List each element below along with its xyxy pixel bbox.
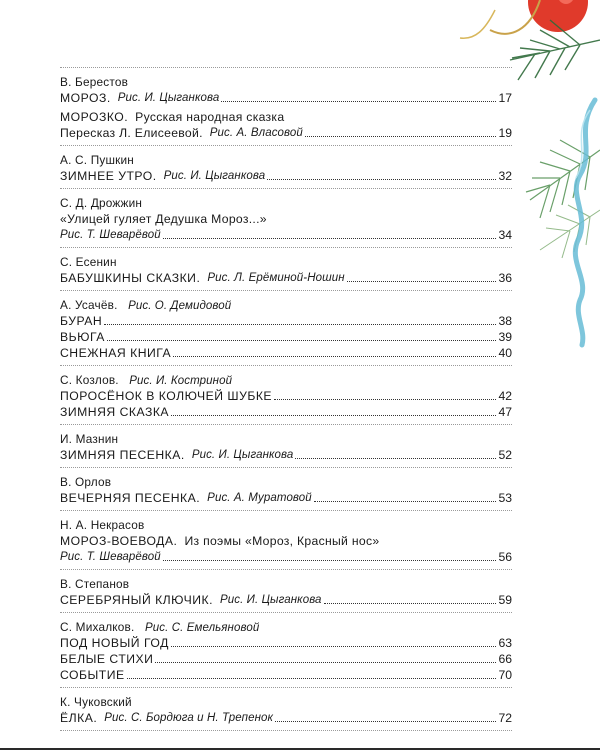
page-number: 36 — [498, 271, 512, 285]
toc-line[interactable] — [60, 404, 512, 420]
entry-title: ВЬЮГА — [60, 330, 105, 344]
entry-title: МОРОЗ. — [60, 91, 111, 105]
page-number: 40 — [498, 346, 512, 360]
toc-entry — [60, 150, 512, 185]
toc-entry — [60, 193, 512, 244]
dot-leader — [173, 356, 496, 357]
author-name: С. Михалков. — [60, 620, 135, 634]
dot-leader — [305, 136, 497, 137]
toc-entry — [60, 370, 512, 421]
page-number: 59 — [498, 593, 512, 607]
toc-line[interactable] — [60, 533, 512, 549]
entry-title: БЕЛЫЕ СТИХИ — [60, 652, 154, 666]
dot-leader — [324, 603, 497, 604]
toc-line[interactable] — [60, 345, 512, 361]
entry-subtitle: Из поэмы «Мороз, Красный нос» — [184, 534, 380, 548]
entry-title: ЗИМНЯЯ ПЕСЕНКА. — [60, 448, 185, 462]
dot-leader — [127, 678, 497, 679]
dot-leader — [314, 501, 497, 502]
toc-entry — [60, 252, 512, 287]
page-number: 52 — [498, 448, 512, 462]
toc-line[interactable] — [60, 651, 512, 667]
entry-author: А. С. Пушкин — [60, 153, 135, 167]
entry-title: СЕРЕБРЯНЫЙ КЛЮЧИК. — [60, 593, 213, 607]
toc-line[interactable] — [60, 592, 512, 608]
dot-leader — [163, 560, 497, 561]
entry-author — [60, 297, 512, 313]
page-number: 34 — [498, 228, 512, 242]
page-number: 66 — [498, 652, 512, 666]
page-number: 19 — [498, 126, 512, 140]
toc-entry — [60, 72, 512, 107]
entry-illustrator: Рис. И. Цыганкова — [191, 449, 294, 461]
entry-title: МОРОЗ-ВОЕВОДА. — [60, 534, 178, 548]
entry-title: «Улицей гуляет Дедушка Мороз...» — [60, 212, 267, 226]
entry-author: В. Степанов — [60, 577, 130, 591]
toc-line[interactable] — [60, 313, 512, 329]
entry-author — [60, 619, 512, 635]
entry-author: К. Чуковский — [60, 695, 132, 709]
toc-entry — [60, 472, 512, 507]
toc-entry — [60, 429, 512, 464]
toc-line[interactable] — [60, 90, 512, 106]
entry-author: Н. А. Некрасов — [60, 518, 145, 532]
entry-title: БАБУШКИНЫ СКАЗКИ. — [60, 271, 201, 285]
entry-author — [60, 372, 512, 388]
page-number: 72 — [498, 711, 512, 725]
author-name: С. Козлов. — [60, 373, 119, 387]
toc-entry — [60, 692, 512, 727]
page-number: 63 — [498, 636, 512, 650]
entry-subtitle: Русская народная сказка — [135, 110, 285, 124]
dot-leader — [221, 101, 496, 102]
page-number: 42 — [498, 389, 512, 403]
entry-divider — [60, 424, 512, 425]
toc-line[interactable] — [60, 168, 512, 184]
dot-leader — [275, 721, 496, 722]
entry-illustrator: Рис. А. Муратовой — [207, 492, 312, 504]
dot-leader — [104, 324, 496, 325]
toc-line[interactable] — [60, 635, 512, 651]
toc-line[interactable] — [60, 388, 512, 404]
page-number: 47 — [498, 405, 512, 419]
entry-divider — [60, 247, 512, 248]
entry-divider — [60, 188, 512, 189]
entry-illustrator: Рис. И. Костриной — [129, 375, 233, 387]
page-number: 39 — [498, 330, 512, 344]
toc-line[interactable] — [60, 447, 512, 463]
toc-entry — [60, 295, 512, 362]
toc-line[interactable] — [60, 490, 512, 506]
entry-divider — [60, 290, 512, 291]
entry-title: ЗИМНЕЕ УТРО. — [60, 169, 157, 183]
entry-title: ВЕЧЕРНЯЯ ПЕСЕНКА. — [60, 491, 201, 505]
page-number: 53 — [498, 491, 512, 505]
dot-leader — [267, 179, 496, 180]
entry-author: В. Берестов — [60, 75, 129, 89]
entry-divider — [60, 145, 512, 146]
entry-author: С. Д. Дрожжин — [60, 196, 143, 210]
dot-leader — [295, 458, 496, 459]
dot-leader — [274, 399, 496, 400]
entry-illustrator: Рис. Т. Шеварёвой — [60, 551, 161, 563]
toc-line[interactable] — [60, 329, 512, 345]
page-number: 56 — [498, 550, 512, 564]
entry-title: МОРОЗКО. — [60, 110, 129, 124]
toc-entry — [60, 107, 512, 142]
entry-subtitle: Пересказ Л. Елисеевой. — [60, 126, 203, 140]
entry-title: БУРАН — [60, 314, 103, 328]
toc-line[interactable] — [60, 227, 512, 243]
toc-line[interactable] — [60, 211, 512, 227]
entry-title: СНЕЖНАЯ КНИГА — [60, 346, 172, 360]
entry-title: ЗИМНЯЯ СКАЗКА — [60, 405, 170, 419]
entry-author: В. Орлов — [60, 475, 112, 489]
entry-illustrator: Рис. С. Емельяновой — [145, 622, 260, 634]
entry-divider — [60, 365, 512, 366]
entry-title: ПОД НОВЫЙ ГОД — [60, 636, 169, 650]
entry-illustrator: Рис. О. Демидовой — [128, 300, 232, 312]
table-of-contents — [60, 64, 512, 735]
toc-line[interactable] — [60, 710, 512, 726]
entry-divider — [60, 612, 512, 613]
entry-divider — [60, 569, 512, 570]
entry-divider — [60, 67, 512, 68]
page-number: 17 — [498, 91, 512, 105]
toc-line[interactable] — [60, 109, 512, 125]
entry-divider — [60, 510, 512, 511]
page-number: 32 — [498, 169, 512, 183]
entry-illustrator: Рис. А. Власовой — [209, 127, 303, 139]
dot-leader — [107, 340, 497, 341]
toc-line[interactable] — [60, 667, 512, 683]
entry-illustrator: Рис. И. Цыганкова — [163, 170, 266, 182]
author-name: А. Усачёв. — [60, 298, 118, 312]
page-number: 70 — [498, 668, 512, 682]
toc-entry — [60, 574, 512, 609]
dot-leader — [171, 415, 496, 416]
page-number: 38 — [498, 314, 512, 328]
dot-leader — [347, 281, 497, 282]
toc-line[interactable] — [60, 270, 512, 286]
entry-divider — [60, 687, 512, 688]
dot-leader — [155, 662, 496, 663]
dot-leader — [163, 238, 497, 239]
entry-author: С. Есенин — [60, 255, 117, 269]
entry-divider — [60, 467, 512, 468]
entry-illustrator: Рис. Т. Шеварёвой — [60, 229, 161, 241]
entry-divider — [60, 730, 512, 731]
entry-author: И. Мазнин — [60, 432, 119, 446]
entry-title: СОБЫТИЕ — [60, 668, 125, 682]
entry-illustrator: Рис. И. Цыганкова — [219, 594, 322, 606]
toc-line[interactable] — [60, 549, 512, 565]
entry-title: ЁЛКА. — [60, 711, 98, 725]
toc-entry — [60, 515, 512, 566]
toc-entry — [60, 617, 512, 684]
dot-leader — [171, 646, 497, 647]
entry-illustrator: Рис. С. Бордюга и Н. Трепенок — [104, 712, 274, 724]
toc-line[interactable] — [60, 125, 512, 141]
entry-illustrator: Рис. И. Цыганкова — [117, 92, 220, 104]
entry-illustrator: Рис. Л. Ерёминой-Ношин — [207, 272, 345, 284]
entry-title: ПОРОСЁНОК В КОЛЮЧЕЙ ШУБКЕ — [60, 389, 273, 403]
